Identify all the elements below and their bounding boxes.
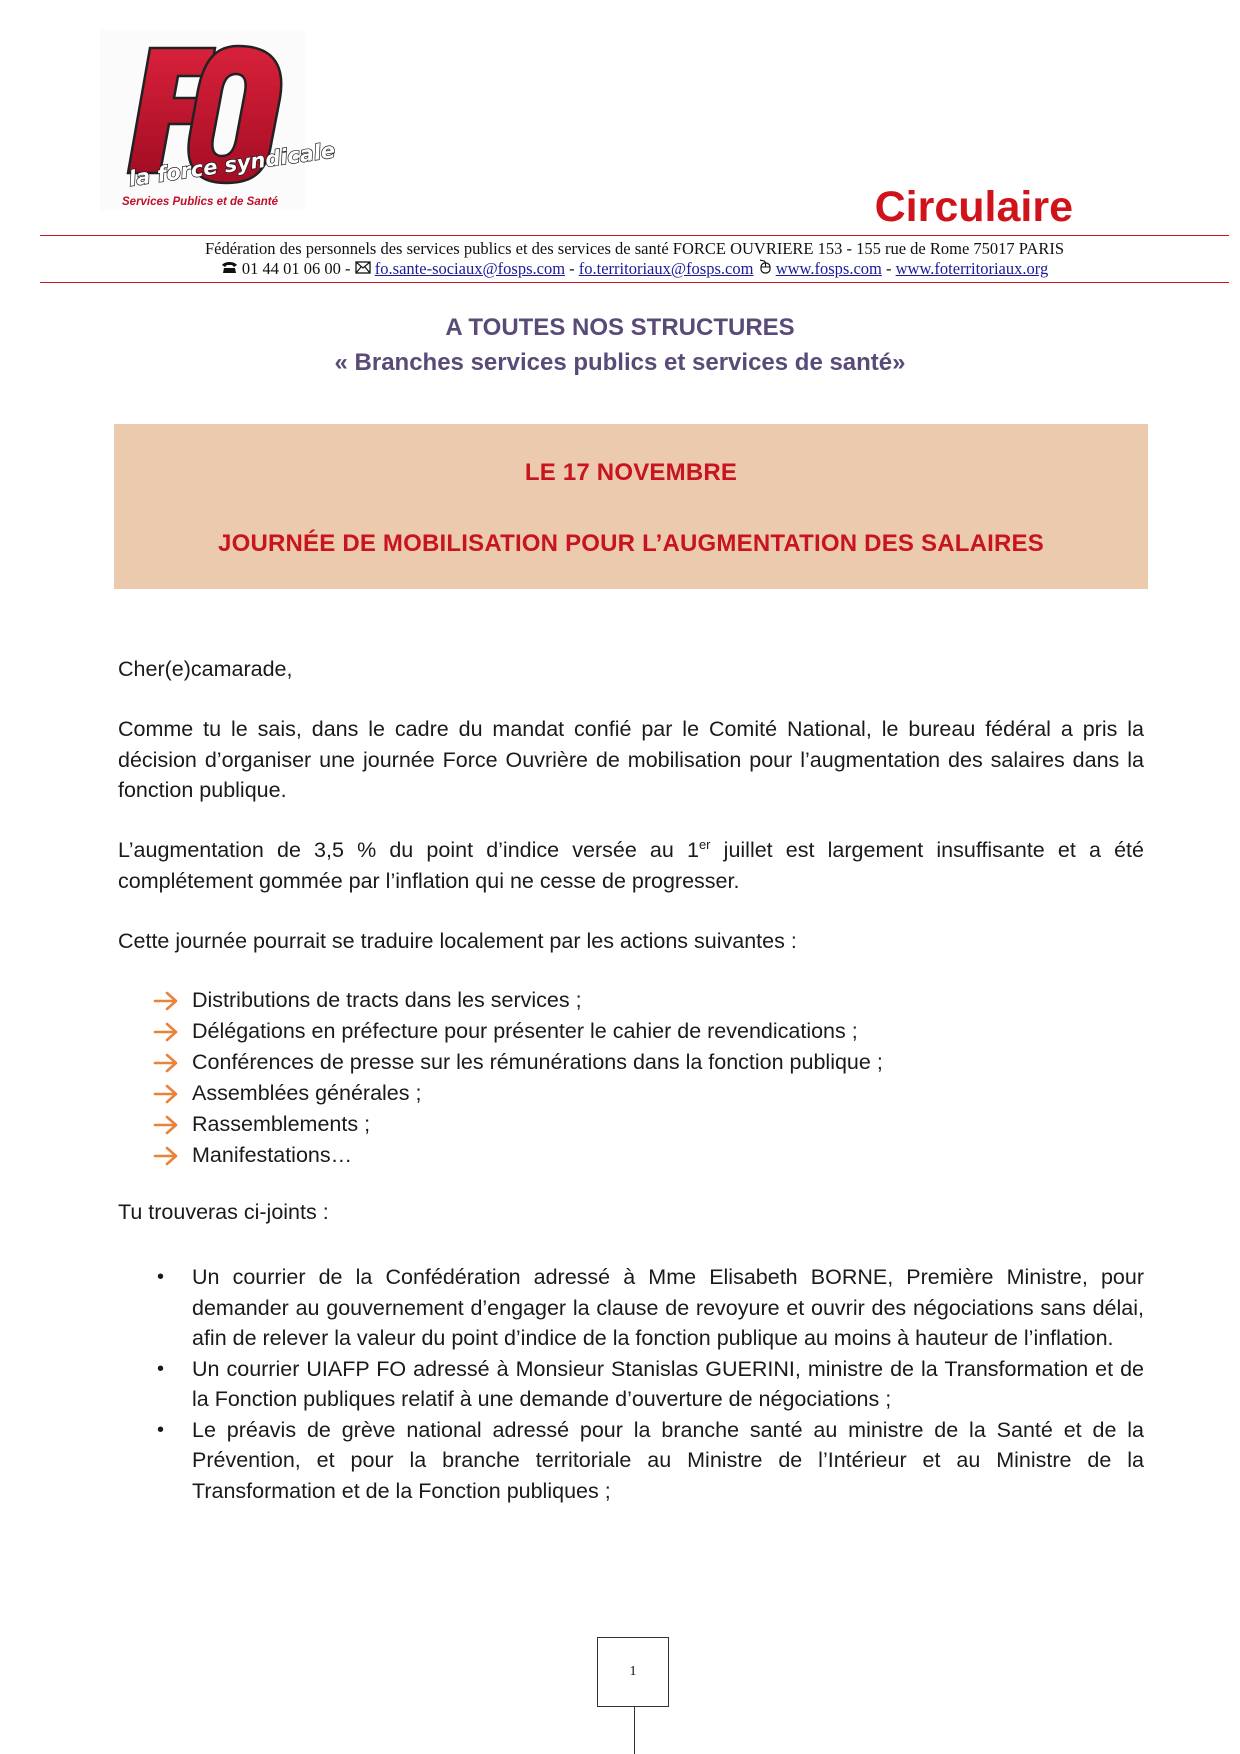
actions-list xyxy=(152,985,1052,1171)
list-item: Rassemblements ; xyxy=(152,1109,1052,1140)
list-item: • Un courrier UIAFP FO adressé à Monsieur Stanislas GUERINI, ministre de la Transformation et de la Fonction publiques relatif à une demande d’ouverture de négociations ; xyxy=(152,1354,1144,1415)
logo-subtitle: Services Publics et de Santé xyxy=(122,196,278,208)
list-item: Délégations en préfecture pour présenter le cahier de revendications ; xyxy=(152,1016,1052,1047)
arrow-right-icon xyxy=(152,1146,182,1166)
header-rule-top xyxy=(40,235,1229,236)
arrow-right-icon xyxy=(152,991,182,1011)
document-type: Circulaire xyxy=(874,183,1073,231)
addressee-line-2: « Branches services publics et services de santé» xyxy=(334,349,906,376)
paragraph-attachments-intro: Tu trouveras ci-joints : xyxy=(118,1200,329,1224)
paragraph-mandate: Comme tu le sais, dans le cadre du mandat confié par le Comité National, le bureau fédéral a pris la décision d’organiser une journée Force Ouvrière de mobilisation pour l’augmentation des salaires dans la fonction publique. xyxy=(118,717,1144,802)
email-link-territoriaux[interactable]: fo.territoriaux@fosps.com xyxy=(578,259,754,278)
mail-icon xyxy=(355,261,371,274)
logo xyxy=(100,30,337,210)
banner-date: LE 17 NOVEMBRE xyxy=(524,459,738,486)
fo-logo-icon xyxy=(120,38,337,191)
email-link-sante-sociaux[interactable]: fo.sante-sociaux@fosps.com xyxy=(374,259,566,278)
arrow-right-icon xyxy=(152,1115,182,1135)
contact-line: 01 44 01 06 00 - fo.sante-sociaux@fosps.com - fo.territoriaux@fosps.com www.fosps.com - www.foterritoriaux.org xyxy=(40,259,1229,279)
list-item: Assemblées générales ; xyxy=(152,1078,1052,1109)
page-number-stem xyxy=(634,1707,635,1754)
phone-number: 01 44 01 06 00 xyxy=(241,259,341,278)
header-rule-bottom xyxy=(40,282,1229,283)
arrow-right-icon xyxy=(152,1084,182,1104)
bullet-icon: • xyxy=(157,1418,165,1441)
attachments-list xyxy=(152,1262,1144,1506)
banner-title: JOURNÉE DE MOBILISATION POUR L’AUGMENTATION DES SALAIRES xyxy=(218,530,1044,557)
list-item: Manifestations… xyxy=(152,1140,1052,1171)
phone-icon xyxy=(221,261,238,274)
addressee-line-1: A TOUTES NOS STRUCTURES xyxy=(445,314,795,341)
list-item: • Un courrier de la Confédération adressé à Mme Elisabeth BORNE, Première Ministre, pour demander au gouvernement d’engager la clause de revoyure et ouvrir des négociations sans délai, afin de relever la valeur du point d’indice de la fonction publique au moins à hauteur de l’inflation. xyxy=(152,1262,1144,1354)
list-item: Distributions de tracts dans les services ; xyxy=(152,985,1052,1016)
mouse-icon xyxy=(758,259,772,274)
arrow-right-icon xyxy=(152,1022,182,1042)
website-link-fosps[interactable]: www.fosps.com xyxy=(775,259,882,278)
headline-banner xyxy=(114,424,1148,589)
page-number: 1 xyxy=(597,1637,669,1707)
arrow-right-icon xyxy=(152,1053,182,1073)
paragraph-actions-intro: Cette journée pourrait se traduire localement par les actions suivantes : xyxy=(118,929,797,953)
federation-address: Fédération des personnels des services publics et des services de santé FORCE OUVRIERE 153 - 155 rue de Rome 75017 PARIS xyxy=(204,239,1065,258)
greeting: Cher(e)camarade, xyxy=(118,657,293,681)
bullet-icon: • xyxy=(157,1357,165,1380)
logo-tagline: la force syndicale xyxy=(127,138,337,191)
paragraph-point-indice: L’augmentation de 3,5 % du point d’indice versée au 1er juillet est largement insuffisante et a été complétement gommée par l’inflation qui ne cesse de progresser. xyxy=(118,836,1144,893)
website-link-foterritoriaux[interactable]: www.foterritoriaux.org xyxy=(895,259,1049,278)
bullet-icon: • xyxy=(157,1266,165,1288)
list-item: • Le préavis de grève national adressé pour la branche santé au ministre de la Santé et de la Prévention, et pour la branche territoriale au Ministre de l’Intérieur et au Ministre de la Transformation et de la Fonction publiques ; xyxy=(152,1415,1144,1507)
list-item: Conférences de presse sur les rémunérations dans la fonction publique ; xyxy=(152,1047,1052,1078)
